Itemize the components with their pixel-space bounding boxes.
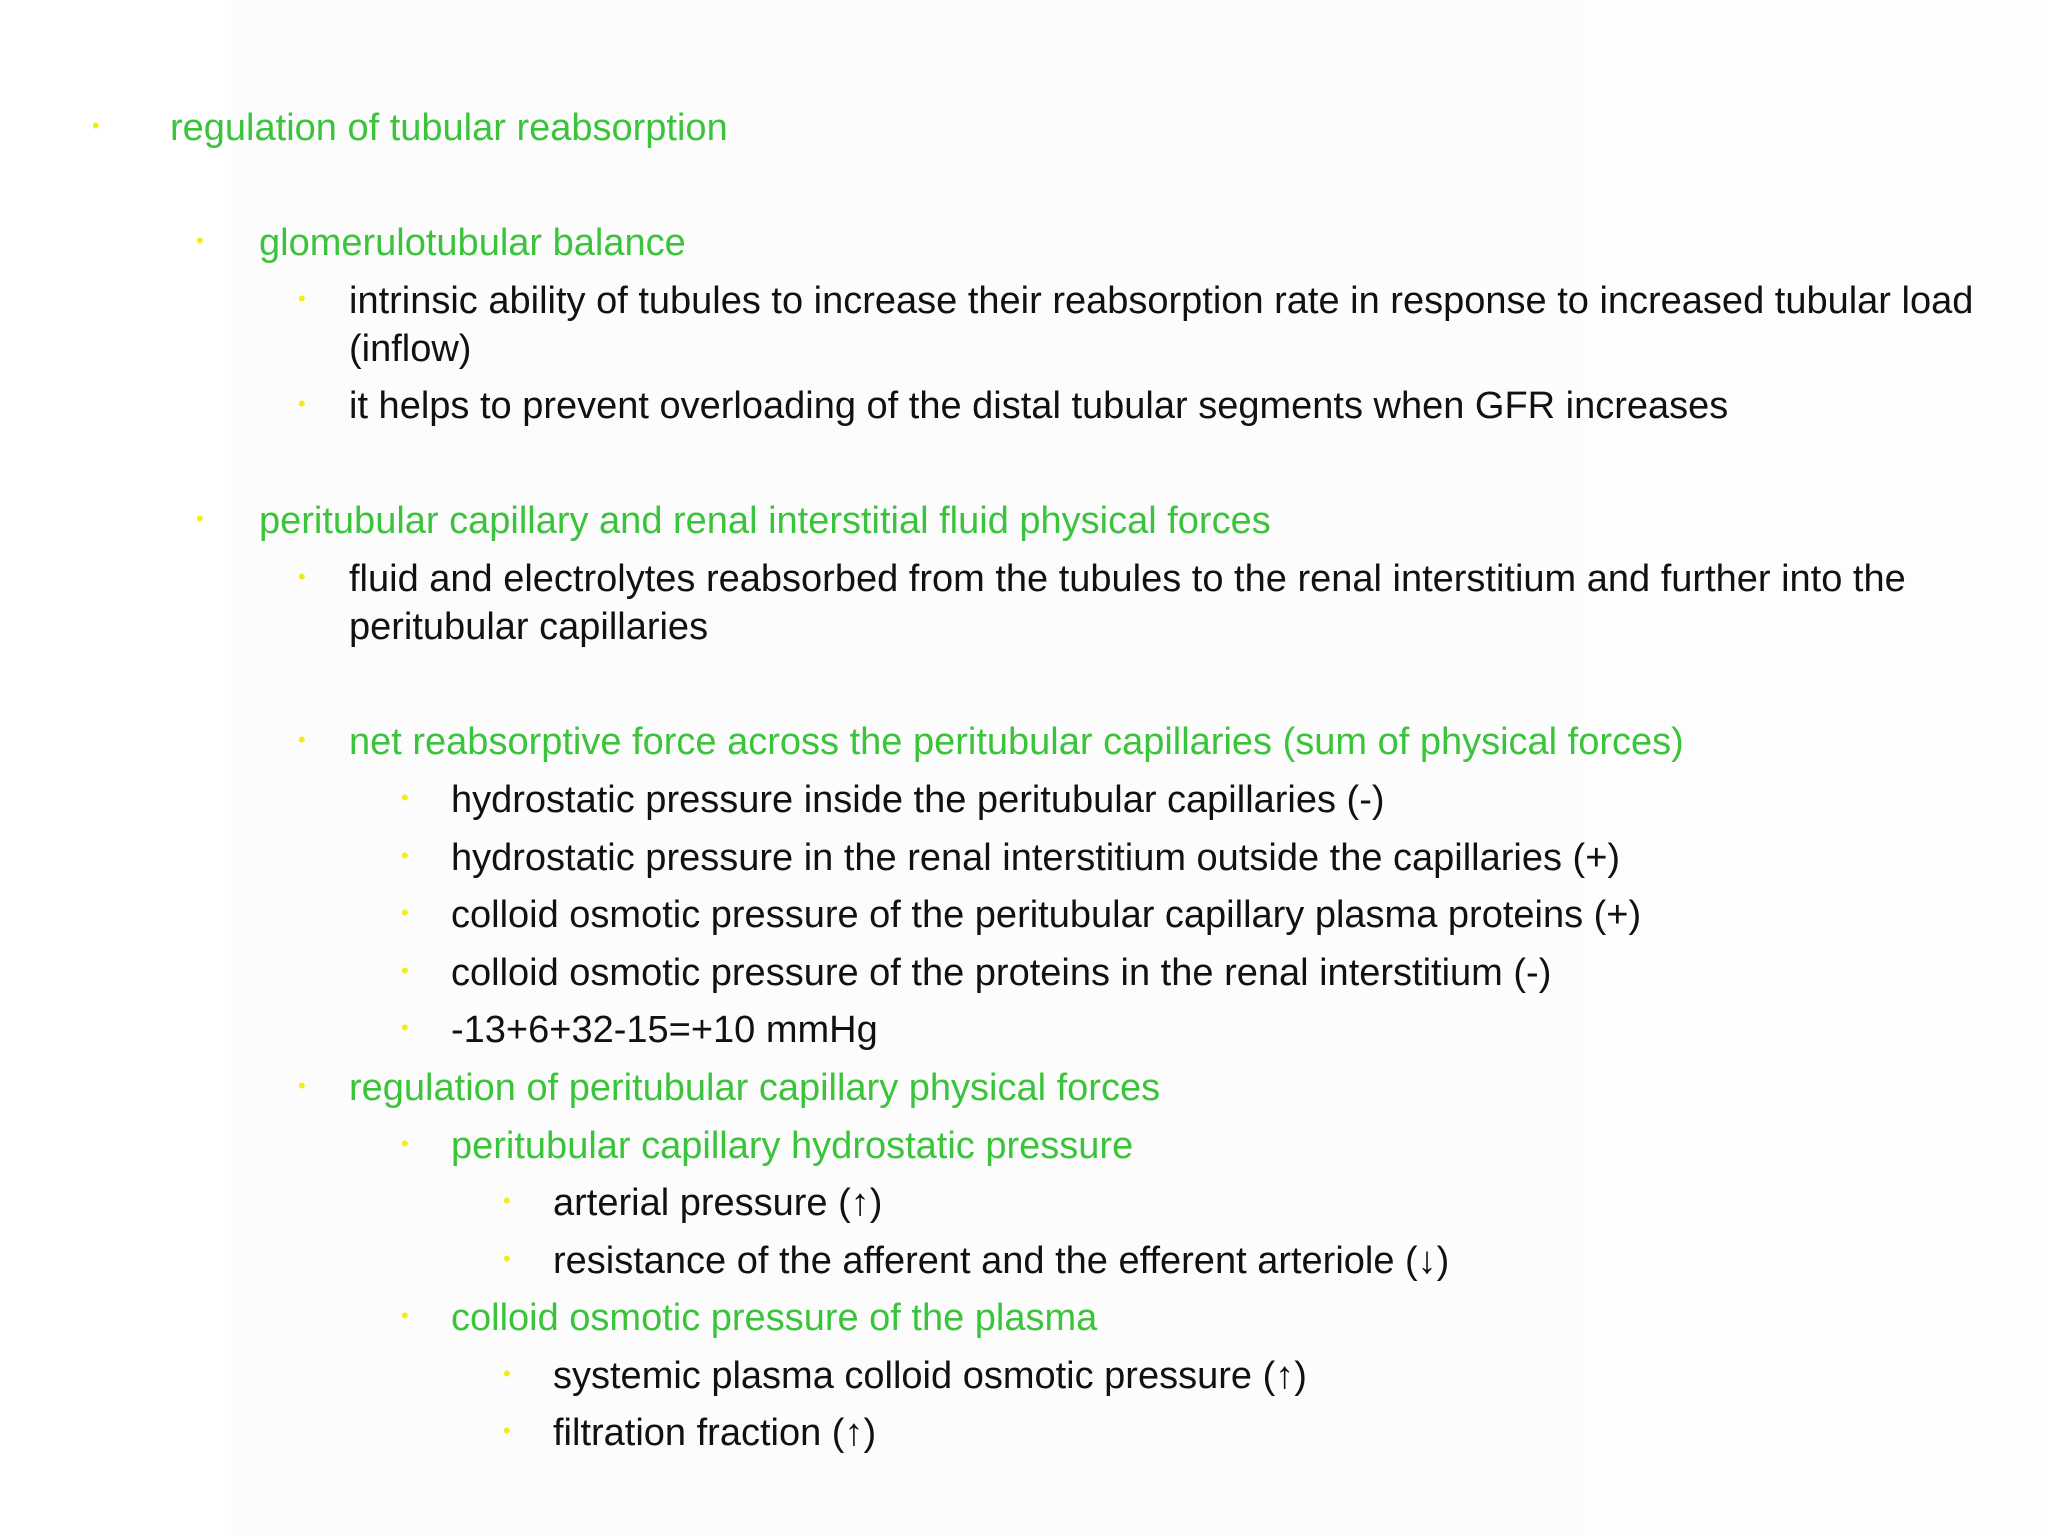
item-text: hydrostatic pressure in the renal interstitium outside the capillaries (+) [451,837,1621,879]
bullet-icon: • [92,113,100,138]
bullet-icon: • [401,785,409,810]
item-text: net reabsorptive force across the peritubular capillaries (sum of physical forces) [349,721,1684,763]
item-text: fluid and electrolytes reabsorbed from the tubules to the renal interstitium and further into the peritubular capillaries [349,558,1906,648]
outline-item-level4 [401,891,2011,939]
bullet-icon: • [503,1418,511,1443]
bullet-icon: • [401,1303,409,1328]
outline-item-level4 [401,1294,2011,1342]
outline-item-level1 [92,104,1970,152]
item-text: colloid osmotic pressure of the plasma [451,1297,1098,1339]
outline-item-level5 [503,1179,2003,1227]
outline-item-level5 [503,1352,2003,1400]
bullet-icon: • [196,506,204,531]
outline-item-level3 [298,277,1989,373]
item-text: arterial pressure (↑) [553,1182,883,1224]
outline-item-level4 [401,776,2011,824]
outline-item-level4 [401,834,2011,882]
bullet-icon: • [401,843,409,868]
item-text: colloid osmotic pressure of the proteins in the renal interstitium (-) [451,952,1552,994]
item-text: peritubular capillary and renal interstitial fluid physical forces [259,500,1271,542]
item-text: intrinsic ability of tubules to increase their reabsorption rate in response to increased tubular load (inflow) [349,280,1974,370]
outline-item-level3 [298,555,1989,651]
outline-item-level3 [298,382,1989,430]
bullet-icon: • [401,958,409,983]
outline-item-level5 [503,1409,2003,1457]
outline-item-level4 [401,949,2011,997]
bullet-icon: • [196,228,204,253]
bullet-icon: • [401,900,409,925]
item-text: regulation of peritubular capillary physical forces [349,1067,1161,1109]
bullet-icon: • [503,1246,511,1271]
bullet-icon: • [503,1361,511,1386]
outline-item-level4 [401,1006,2011,1054]
bullet-icon: • [298,286,306,311]
item-text: colloid osmotic pressure of the peritubular capillary plasma proteins (+) [451,894,1642,936]
item-text: resistance of the afferent and the efferent arteriole (↓) [553,1240,1450,1282]
item-text: glomerulotubular balance [259,222,686,264]
item-text: systemic plasma colloid osmotic pressure (↑) [553,1355,1307,1397]
outline-item-level4 [401,1122,2011,1170]
bullet-icon: • [298,564,306,589]
bullet-icon: • [401,1015,409,1040]
item-text: filtration fraction (↑) [553,1412,877,1454]
bullet-icon: • [298,391,306,416]
bullet-icon: • [503,1188,511,1213]
outline-item-level5 [503,1237,2003,1285]
outline-item-level3 [298,1064,1989,1112]
outline-item-level3 [298,718,1989,766]
item-text: -13+6+32-15=+10 mmHg [451,1009,878,1051]
item-text: it helps to prevent overloading of the distal tubular segments when GFR increases [349,385,1729,427]
bullet-icon: • [298,1073,306,1098]
bullet-icon: • [298,727,306,752]
item-text: peritubular capillary hydrostatic pressure [451,1125,1134,1167]
item-text: hydrostatic pressure inside the peritubular capillaries (-) [451,779,1385,821]
outline-item-level2 [196,497,2009,545]
item-text: regulation of tubular reabsorption [170,107,728,149]
bullet-icon: • [401,1131,409,1156]
outline-item-level2 [196,219,2009,267]
